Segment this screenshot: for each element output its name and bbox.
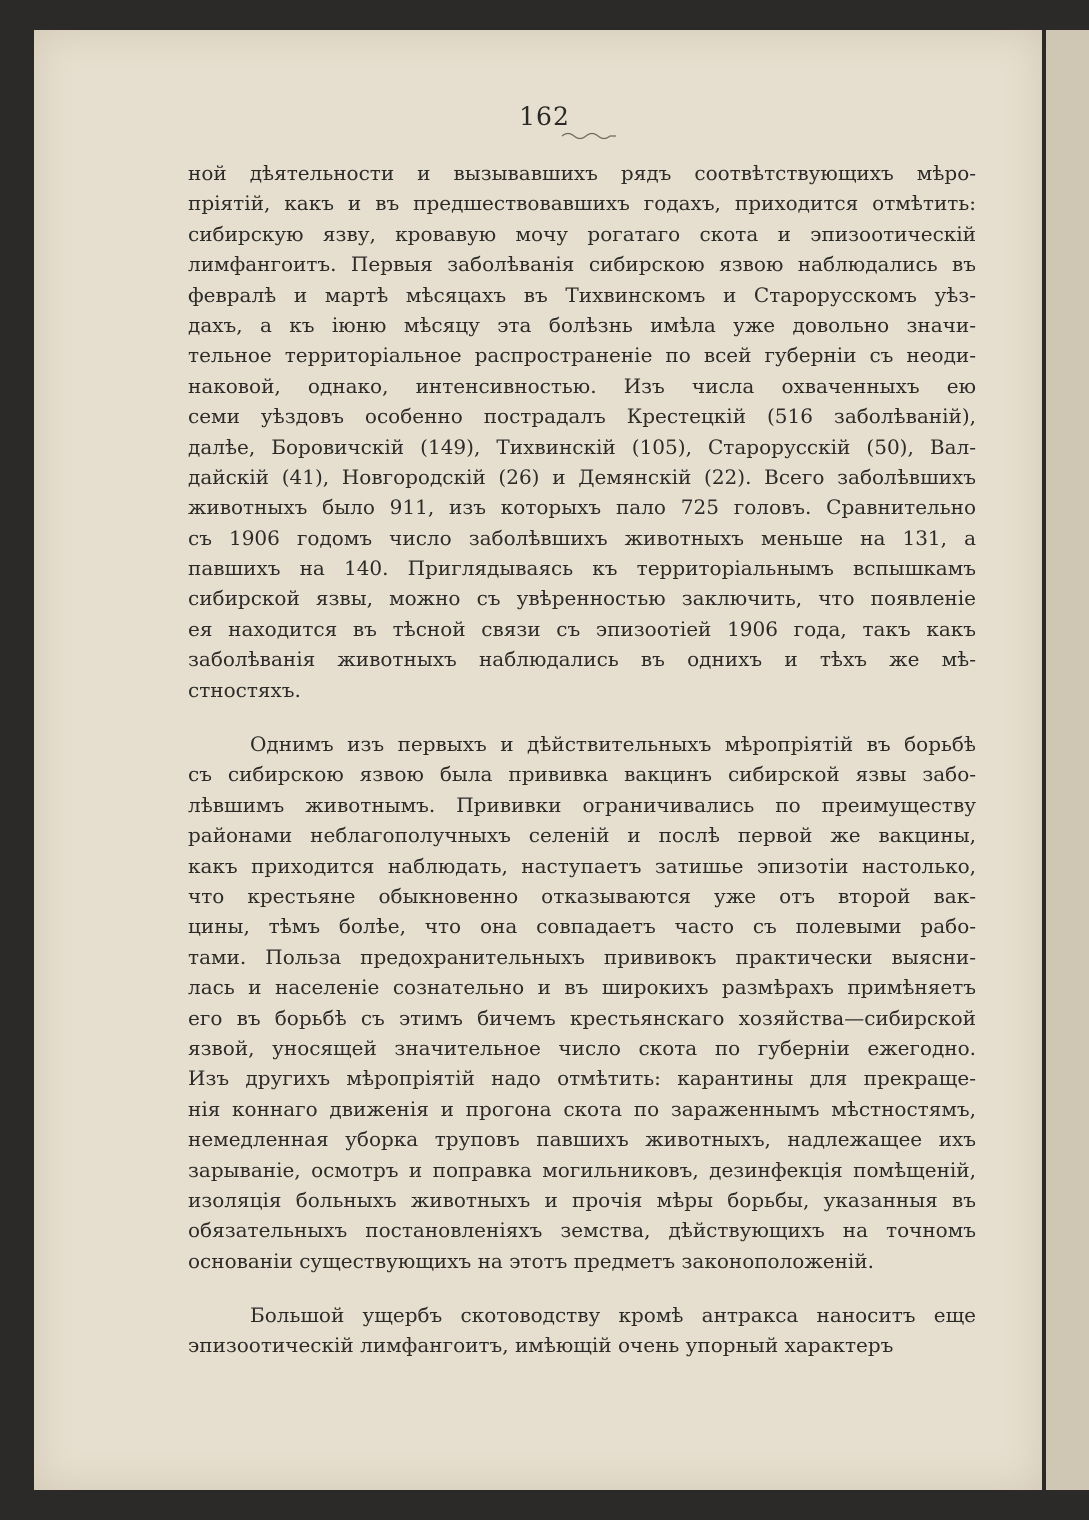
ornament-divider [560,130,618,140]
text-line: павшихъ на 140. Приглядываясь къ территоріальнымъ вспышкамъ [188,556,976,581]
text-line: какъ приходится наблюдать, наступаетъ затишье эпизотіи настолько, [188,853,976,878]
text-line: эпизоотическій лимфангоитъ, имѣющій очень упорный характеръ [188,1333,894,1358]
text-line: сибирской язвы, можно съ увѣренностью заключить, что появленіе [188,586,976,611]
text-line: Однимъ изъ первыхъ и дѣйствительныхъ мѣропріятій въ борьбѣ [250,732,976,757]
text-line: цины, тѣмъ болѣе, что она совпадаетъ часто съ полевыми рабо- [188,914,976,939]
text-line: ной дѣятельности и вызывавшихъ рядъ соотвѣтствующихъ мѣро- [188,161,976,185]
text-line: лась и населеніе сознательно и въ широкихъ размѣрахъ примѣняетъ [188,975,976,1000]
adjacent-page-edge [1046,30,1089,1490]
text-line: язвой, уносящей значительное число скота по губерніи ежегодно. [188,1035,976,1060]
text-line: районами неблагополучныхъ селеній и послѣ первой же вакцины, [188,823,976,848]
text-line: немедленная уборка труповъ павшихъ животныхъ, надлежащее ихъ [188,1127,976,1152]
text-line: Большой ущербъ скотоводству кромѣ антракса наноситъ еще [250,1303,976,1328]
text-line: обязательныхъ постановленіяхъ земства, дѣйствующихъ на точномъ [188,1218,976,1243]
text-line: основаніи существующихъ на этотъ предметъ законоположеній. [188,1248,874,1273]
paragraph-1 [188,158,976,705]
text-line: лѣвшимъ животнымъ. Прививки ограничивались по преимуществу [188,792,976,817]
text-line: тельное территоріальное распространеніе по всей губерніи съ неоди- [188,343,976,368]
text-line: наковой, однако, интенсивностью. Изъ числа охваченныхъ ею [188,373,976,398]
text-line: съ 1906 годомъ число заболѣвшихъ животныхъ меньше на 131, а [188,525,976,550]
text-line: дахъ, а къ іюню мѣсяцу эта болѣзнь имѣла уже довольно значи- [188,312,976,337]
text-line: заболѣванія животныхъ наблюдались въ однихъ и тѣхъ же мѣ- [188,647,976,672]
text-line: Изъ другихъ мѣропріятій надо отмѣтить: карантины для прекраще- [188,1066,976,1091]
text-line: лимфангоитъ. Первыя заболѣванія сибирскою язвою наблюдались въ [188,252,976,277]
text-line: февралѣ и мартѣ мѣсяцахъ въ Тихвинскомъ и Старорусскомъ уѣз- [188,282,976,307]
text-line: дайскій (41), Новгородскій (26) и Демянскій (22). Всего заболѣвшихъ [188,464,976,489]
text-line: семи уѣздовъ особенно пострадалъ Крестецкій (516 заболѣваній), [188,404,976,429]
text-line: ея находится въ тѣсной связи съ эпизоотіей 1906 года, такъ какъ [188,616,976,641]
text-line: тами. Польза предохранительныхъ прививокъ практически выясни- [188,944,976,969]
text-line: съ сибирскою язвою была прививка вакцинъ сибирской язвы забо- [188,762,976,787]
text-line: животныхъ было 911, изъ которыхъ пало 725 головъ. Сравнительно [188,495,976,520]
text-line: нія коннаго движенія и прогона скота по зараженнымъ мѣстностямъ, [188,1096,976,1121]
text-line: пріятій, какъ и въ предшествовавшихъ годахъ, приходится отмѣтить: [188,191,976,216]
text-line: его въ борьбѣ съ этимъ бичемъ крестьянскаго хозяйства—сибирской [188,1005,976,1030]
paragraph-3 [188,1300,976,1361]
text-line: изоляція больныхъ животныхъ и прочія мѣры борьбы, указанныя въ [188,1187,976,1212]
text-line: стностяхъ. [188,677,301,702]
text-line: зарываніе, осмотръ и поправка могильниковъ, дезинфекція помѣщеній, [188,1157,976,1182]
body-text [188,158,976,1361]
page-number: 162 [519,102,570,131]
text-line: что крестьяне обыкновенно отказываются уже отъ второй вак- [188,883,976,908]
text-line: сибирскую язву, кровавую мочу рогатаго скота и эпизоотическій [188,221,976,246]
text-line: далѣе, Боровичскій (149), Тихвинскій (105), Старорусскій (50), Вал- [188,434,976,459]
paragraph-2 [188,729,976,1276]
